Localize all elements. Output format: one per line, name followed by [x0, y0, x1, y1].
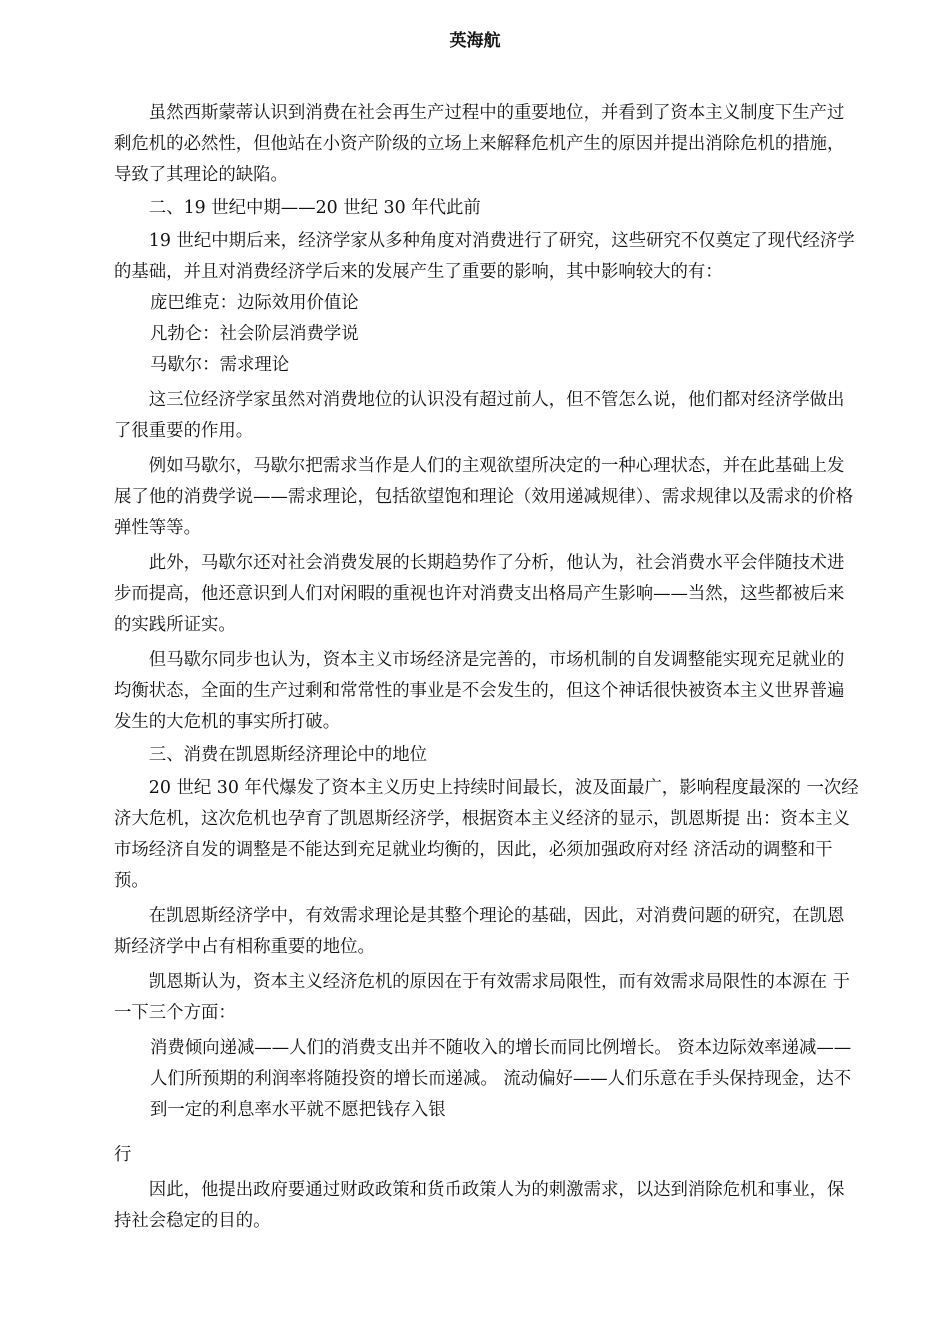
paragraph-marshall-demand: 例如马歇尔，马歇尔把需求当作是人们的主观欲望所决定的一种心理状态，并在此基础上发展了他的消费学说——需求理论，包括欲望饱和理论（效用递减规律）、需求规律以及需求的价格弹性等等。: [114, 456, 854, 538]
paragraph-three-factors: 消费倾向递减——人们的消费支出并不随收入的增长而同比例增长。 资本边际效率递减——人们所预期的利润率将随投资的增长而递减。 流动偏好——人们乐意在手头保持现金，达不到一定的利息率水平就不愿把钱存入银: [150, 1038, 852, 1120]
paragraph-marshall-trend: 此外，马歇尔还对社会消费发展的长期趋势作了分析，他认为，社会消费水平会伴随技术进步而提高，他还意识到人们对闲暇的重视也许对消费支出格局产生影响——当然，这些都被后来的实践所证实。: [114, 553, 845, 635]
page-header-title: 英海航: [449, 31, 501, 51]
list-item-bohm-bawerk: 庞巴维克：边际效用价值论: [150, 293, 359, 313]
paragraph-three-economists: 这三位经济学家虽然对消费地位的认识没有超过前人，但不管怎么说，他们都对经济学做出了很重要的作用。: [114, 390, 845, 441]
list-item-marshall: 马歇尔：需求理论: [150, 355, 290, 375]
paragraph-great-depression: 20 世纪 30 年代爆发了资本主义历史上持续时间最长，波及面最广，影响程度最深的 一次经济大危机，这次危机也孕育了凯恩斯经济学，根据资本主义经济的显示，凯恩斯提 出：资本主义市场经济自发的调整是不能达到充足就业均衡的，因此，必须加强政府对经 济活动的调整和干预。: [114, 778, 859, 891]
paragraph-three-factors-tail: 行: [114, 1145, 132, 1165]
document-body: [114, 98, 860, 1237]
section-heading-2: 二、19 世纪中期——20 世纪 30 年代此前: [148, 198, 481, 218]
list-item-veblen: 凡勃仑：社会阶层消费学说: [150, 324, 359, 344]
section-heading-3: 三、消费在凯恩斯经济理论中的地位: [148, 745, 428, 765]
paragraph-keynes-causes: 凯恩斯认为，资本主义经济危机的原因在于有效需求局限性，而有效需求局限性的本源在 于一下三个方面：: [114, 972, 850, 1023]
paragraph-marshall-market: 但马歇尔同步也认为，资本主义市场经济是完善的，市场机制的自发调整能实现充足就业的均衡状态，全面的生产过剩和常常性的事业是不会发生的，但这个神话很快被资本主义世界普遍发生的大危机的事实所打破。: [114, 650, 845, 732]
paragraph-mid-19th-century: 19 世纪中期后来，经济学家从多种角度对消费进行了研究，这些研究不仅奠定了现代经济学的基础，并且对消费经济学后来的发展产生了重要的影响，其中影响较大的有：: [114, 231, 855, 282]
paragraph-policy-conclusion: 因此，他提出政府要通过财政政策和货币政策人为的刺激需求，以达到消除危机和事业，保持社会稳定的目的。: [114, 1180, 845, 1231]
paragraph-effective-demand: 在凯恩斯经济学中，有效需求理论是其整个理论的基础，因此，对消费问题的研究，在凯恩斯经济学中占有相称重要的地位。: [114, 906, 845, 957]
paragraph-sismondi: 虽然西斯蒙蒂认识到消费在社会再生产过程中的重要地位，并看到了资本主义制度下生产过剩危机的必然性，但他站在小资产阶级的立场上来解释危机产生的原因并提出消除危机的措施，导致了其理论的缺陷。: [114, 103, 845, 185]
